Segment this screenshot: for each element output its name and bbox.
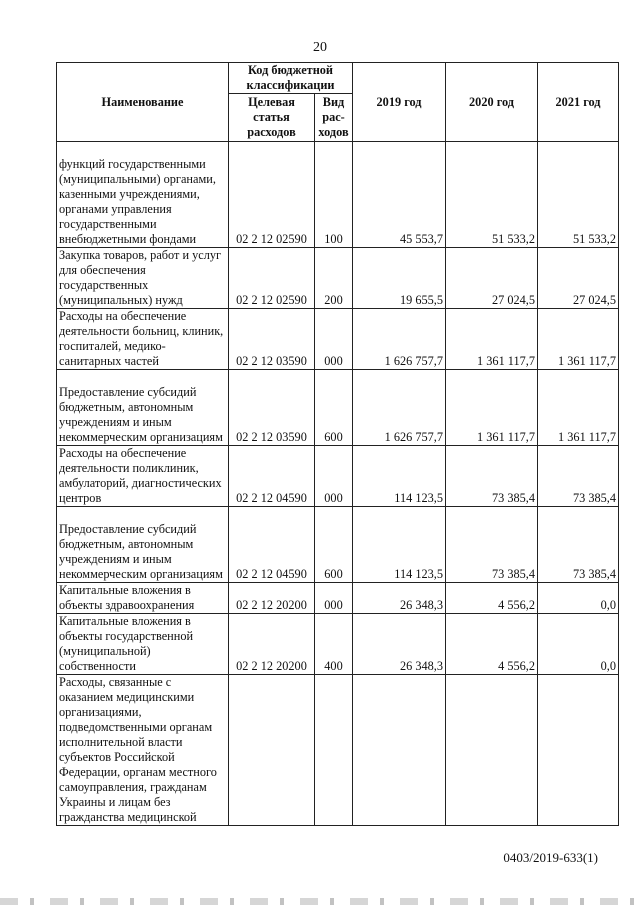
table-row <box>57 309 619 370</box>
row-value-2019: 45 553,7 <box>353 142 446 248</box>
table-row <box>57 675 619 826</box>
row-value-2021: 0,0 <box>538 614 619 675</box>
row-value-2020: 73 385,4 <box>446 446 538 507</box>
row-value-2020: 1 361 117,7 <box>446 309 538 370</box>
row-value-2020: 51 533,2 <box>446 142 538 248</box>
row-value-2021: 1 361 117,7 <box>538 370 619 446</box>
row-target-article: 02 2 12 02590 <box>229 142 315 248</box>
table-row <box>57 614 619 675</box>
row-value-2021 <box>538 675 619 826</box>
row-value-2020: 27 024,5 <box>446 248 538 309</box>
header-kbk: Код бюджетной классификации <box>229 63 353 94</box>
table-row <box>57 248 619 309</box>
row-target-article: 02 2 12 20200 <box>229 614 315 675</box>
row-expense-type: 000 <box>315 309 353 370</box>
table-row <box>57 583 619 614</box>
row-value-2019: 1 626 757,7 <box>353 309 446 370</box>
row-name: Расходы на обеспечение деятельности поликлиник, амбулаторий, диагностических центров <box>57 446 229 507</box>
row-value-2021: 27 024,5 <box>538 248 619 309</box>
row-target-article: 02 2 12 20200 <box>229 583 315 614</box>
row-value-2021: 0,0 <box>538 583 619 614</box>
row-value-2019: 26 348,3 <box>353 614 446 675</box>
row-target-article: 02 2 12 04590 <box>229 446 315 507</box>
row-expense-type: 000 <box>315 446 353 507</box>
header-year-2021: 2021 год <box>538 63 619 142</box>
row-expense-type: 600 <box>315 507 353 583</box>
table-row <box>57 142 619 248</box>
row-name: Предоставление субсидий бюджетным, автономным учреждениям и иным некоммерческим организациям <box>57 507 229 583</box>
row-value-2019: 114 123,5 <box>353 507 446 583</box>
row-value-2019: 19 655,5 <box>353 248 446 309</box>
row-value-2019 <box>353 675 446 826</box>
row-value-2021: 51 533,2 <box>538 142 619 248</box>
row-value-2019: 1 626 757,7 <box>353 370 446 446</box>
row-value-2020: 4 556,2 <box>446 614 538 675</box>
row-name: Закупка товаров, работ и услуг для обеспечения государственных (муниципальных) нужд <box>57 248 229 309</box>
page-number: 20 <box>313 40 327 55</box>
scan-artifact <box>0 898 640 905</box>
row-target-article: 02 2 12 03590 <box>229 370 315 446</box>
header-expense-type: Вид рас-ходов <box>315 94 353 142</box>
table-row <box>57 507 619 583</box>
row-expense-type: 600 <box>315 370 353 446</box>
row-expense-type: 000 <box>315 583 353 614</box>
row-value-2020: 73 385,4 <box>446 507 538 583</box>
header-name: Наименование <box>57 63 229 142</box>
budget-table <box>56 62 619 826</box>
row-name: Расходы на обеспечение деятельности больниц, клиник, госпиталей, медико-санитарных частей <box>57 309 229 370</box>
header-year-2020: 2020 год <box>446 63 538 142</box>
row-expense-type <box>315 675 353 826</box>
row-target-article: 02 2 12 04590 <box>229 507 315 583</box>
row-value-2019: 26 348,3 <box>353 583 446 614</box>
row-target-article: 02 2 12 03590 <box>229 309 315 370</box>
row-value-2020: 4 556,2 <box>446 583 538 614</box>
row-target-article: 02 2 12 02590 <box>229 248 315 309</box>
row-name: Капитальные вложения в объекты государственной (муниципальной) собственности <box>57 614 229 675</box>
row-value-2021: 73 385,4 <box>538 507 619 583</box>
row-expense-type: 200 <box>315 248 353 309</box>
row-expense-type: 400 <box>315 614 353 675</box>
row-value-2020 <box>446 675 538 826</box>
table-row <box>57 370 619 446</box>
row-value-2019: 114 123,5 <box>353 446 446 507</box>
row-value-2021: 1 361 117,7 <box>538 309 619 370</box>
row-name: функций государственными (муниципальными) органами, казенными учреждениями, органами управления государственными внебюджетными фондами <box>57 142 229 248</box>
row-value-2021: 73 385,4 <box>538 446 619 507</box>
row-target-article <box>229 675 315 826</box>
table-row <box>57 446 619 507</box>
header-target-article: Целевая статья расходов <box>229 94 315 142</box>
header-year-2019: 2019 год <box>353 63 446 142</box>
row-name: Предоставление субсидий бюджетным, автономным учреждениям и иным некоммерческим организациям <box>57 370 229 446</box>
row-value-2020: 1 361 117,7 <box>446 370 538 446</box>
document-code: 0403/2019-633(1) <box>503 850 598 865</box>
row-name: Капитальные вложения в объекты здравоохранения <box>57 583 229 614</box>
row-expense-type: 100 <box>315 142 353 248</box>
row-name: Расходы, связанные с оказанием медицинскими организациями, подведомственными органам исполнительной власти субъектов Российской Федерации, органам местного самоуправления, гражданам Украины и лицам без гражданства медицинской <box>57 675 229 826</box>
